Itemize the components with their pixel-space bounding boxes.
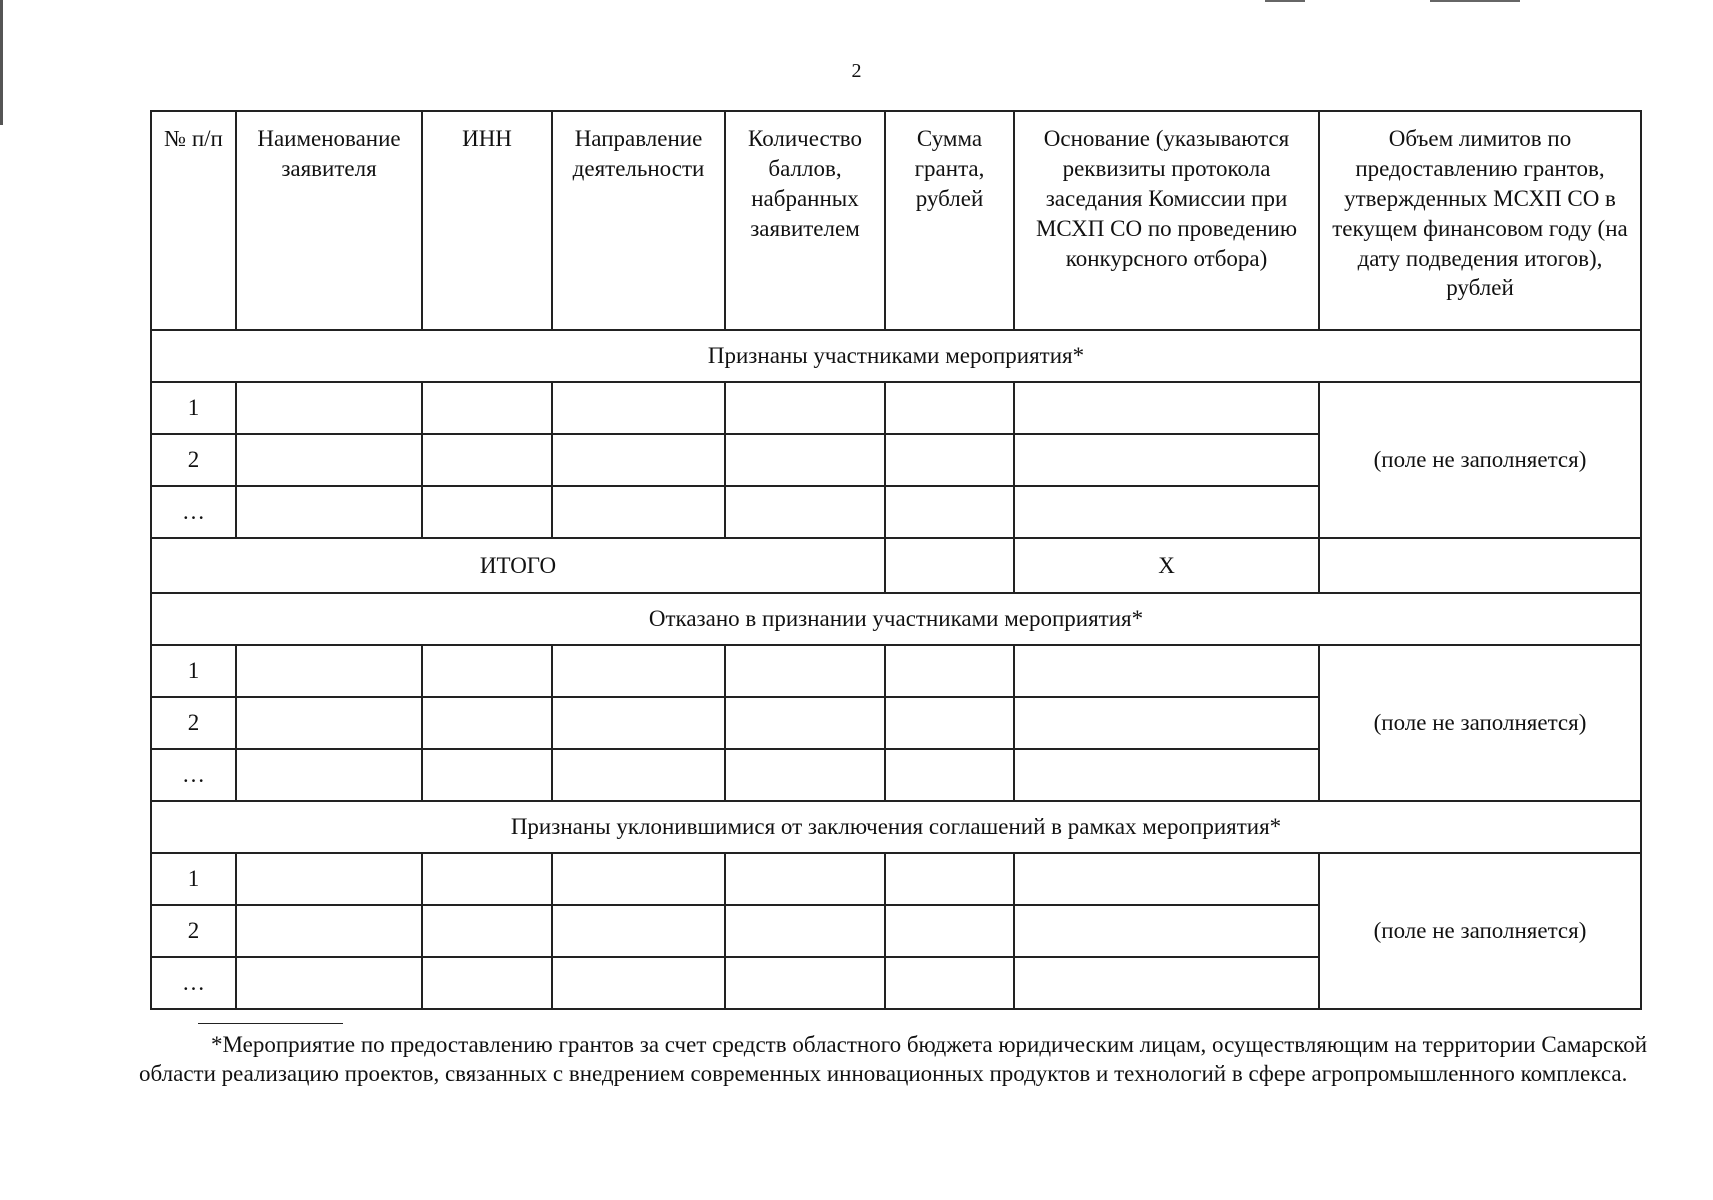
column-header-limits: Объем лимитов по предоставлению грантов, утвержденных МСХП СО в текущем финансовом году (на дату подведения итогов), рублей: [1319, 111, 1641, 330]
cell-grant-amount: [885, 645, 1014, 697]
cell-activity-direction: [552, 697, 725, 749]
cell-score: [725, 486, 885, 538]
cell-activity-direction: [552, 749, 725, 801]
row-number: 2: [151, 434, 236, 486]
total-limits: [1319, 538, 1641, 593]
cell-grant-amount: [885, 697, 1014, 749]
cell-inn: [422, 957, 552, 1009]
cell-activity-direction: [552, 434, 725, 486]
cell-grant-amount: [885, 853, 1014, 905]
cell-applicant-name: [236, 853, 422, 905]
cell-applicant-name: [236, 905, 422, 957]
cell-score: [725, 905, 885, 957]
column-header-grant-amount: Сумма гранта, рублей: [885, 111, 1014, 330]
cell-score: [725, 853, 885, 905]
scan-mark: [1265, 0, 1305, 2]
cell-inn: [422, 486, 552, 538]
section-title-evaded: Признаны уклонившимися от заключения соглашений в рамках мероприятия*: [151, 801, 1641, 853]
row-number: 1: [151, 853, 236, 905]
cell-activity-direction: [552, 853, 725, 905]
cell-basis: [1014, 749, 1319, 801]
cell-score: [725, 749, 885, 801]
cell-basis: [1014, 486, 1319, 538]
scan-mark: [1430, 0, 1520, 2]
cell-activity-direction: [552, 382, 725, 434]
cell-grant-amount: [885, 905, 1014, 957]
cell-score: [725, 957, 885, 1009]
section-heading-row: [151, 801, 1641, 853]
cell-grant-amount: [885, 749, 1014, 801]
section-title-refused: Отказано в признании участниками мероприятия*: [151, 593, 1641, 645]
cell-inn: [422, 697, 552, 749]
column-header-applicant-name: Наименование заявителя: [236, 111, 422, 330]
cell-applicant-name: [236, 645, 422, 697]
cell-applicant-name: [236, 382, 422, 434]
cell-activity-direction: [552, 486, 725, 538]
cell-applicant-name: [236, 434, 422, 486]
cell-basis: [1014, 697, 1319, 749]
cell-grant-amount: [885, 486, 1014, 538]
cell-score: [725, 697, 885, 749]
column-header-activity-direction: Направление деятельности: [552, 111, 725, 330]
row-number: 2: [151, 697, 236, 749]
column-header-score: Количество баллов, набранных заявителем: [725, 111, 885, 330]
cell-grant-amount: [885, 434, 1014, 486]
table-row: [151, 382, 1641, 434]
footnote-divider: [198, 1023, 343, 1024]
cell-applicant-name: [236, 697, 422, 749]
cell-basis: [1014, 853, 1319, 905]
column-header-number: № п/п: [151, 111, 236, 330]
cell-inn: [422, 382, 552, 434]
row-number: …: [151, 486, 236, 538]
cell-score: [725, 645, 885, 697]
row-number: 1: [151, 645, 236, 697]
section-title-recognized: Признаны участниками мероприятия*: [151, 330, 1641, 382]
section-heading-row: [151, 330, 1641, 382]
cell-score: [725, 382, 885, 434]
cell-activity-direction: [552, 957, 725, 1009]
row-number: …: [151, 749, 236, 801]
row-number: 2: [151, 905, 236, 957]
cell-activity-direction: [552, 905, 725, 957]
cell-basis: [1014, 905, 1319, 957]
cell-applicant-name: [236, 957, 422, 1009]
cell-inn: [422, 645, 552, 697]
column-header-basis: Основание (указываются реквизиты протокола заседания Комиссии при МСХП СО по проведению конкурсного отбора): [1014, 111, 1319, 330]
cell-inn: [422, 853, 552, 905]
row-number: …: [151, 957, 236, 1009]
page-number: 2: [851, 60, 862, 82]
cell-grant-amount: [885, 957, 1014, 1009]
total-label: ИТОГО: [151, 538, 885, 593]
limits-note-cell: (поле не заполняется): [1319, 853, 1641, 1009]
cell-score: [725, 434, 885, 486]
table-row: [151, 645, 1641, 697]
row-number: 1: [151, 382, 236, 434]
cell-inn: [422, 905, 552, 957]
cell-basis: [1014, 645, 1319, 697]
cell-basis: [1014, 957, 1319, 1009]
total-grant-amount: [885, 538, 1014, 593]
report-table: [150, 110, 1642, 1010]
table-header-row: [151, 111, 1641, 330]
cell-activity-direction: [552, 645, 725, 697]
total-x-mark: Х: [1014, 538, 1319, 593]
table-row: [151, 853, 1641, 905]
limits-note-cell: (поле не заполняется): [1319, 645, 1641, 801]
limits-note-cell: (поле не заполняется): [1319, 382, 1641, 538]
cell-applicant-name: [236, 486, 422, 538]
footnote-text: *Мероприятие по предоставлению грантов за счет средств областного бюджета юридическим лицам, осуществляющим на территории Самарской области реализацию проектов, связанных с внедрением современных инновационных продуктов и технологий в сфере агропромышленного комплекса.: [139, 1032, 1648, 1086]
cell-grant-amount: [885, 382, 1014, 434]
cell-basis: [1014, 434, 1319, 486]
section-heading-row: [151, 593, 1641, 645]
cell-applicant-name: [236, 749, 422, 801]
cell-basis: [1014, 382, 1319, 434]
cell-inn: [422, 749, 552, 801]
cell-inn: [422, 434, 552, 486]
total-row: [151, 538, 1641, 593]
column-header-inn: ИНН: [422, 111, 552, 330]
